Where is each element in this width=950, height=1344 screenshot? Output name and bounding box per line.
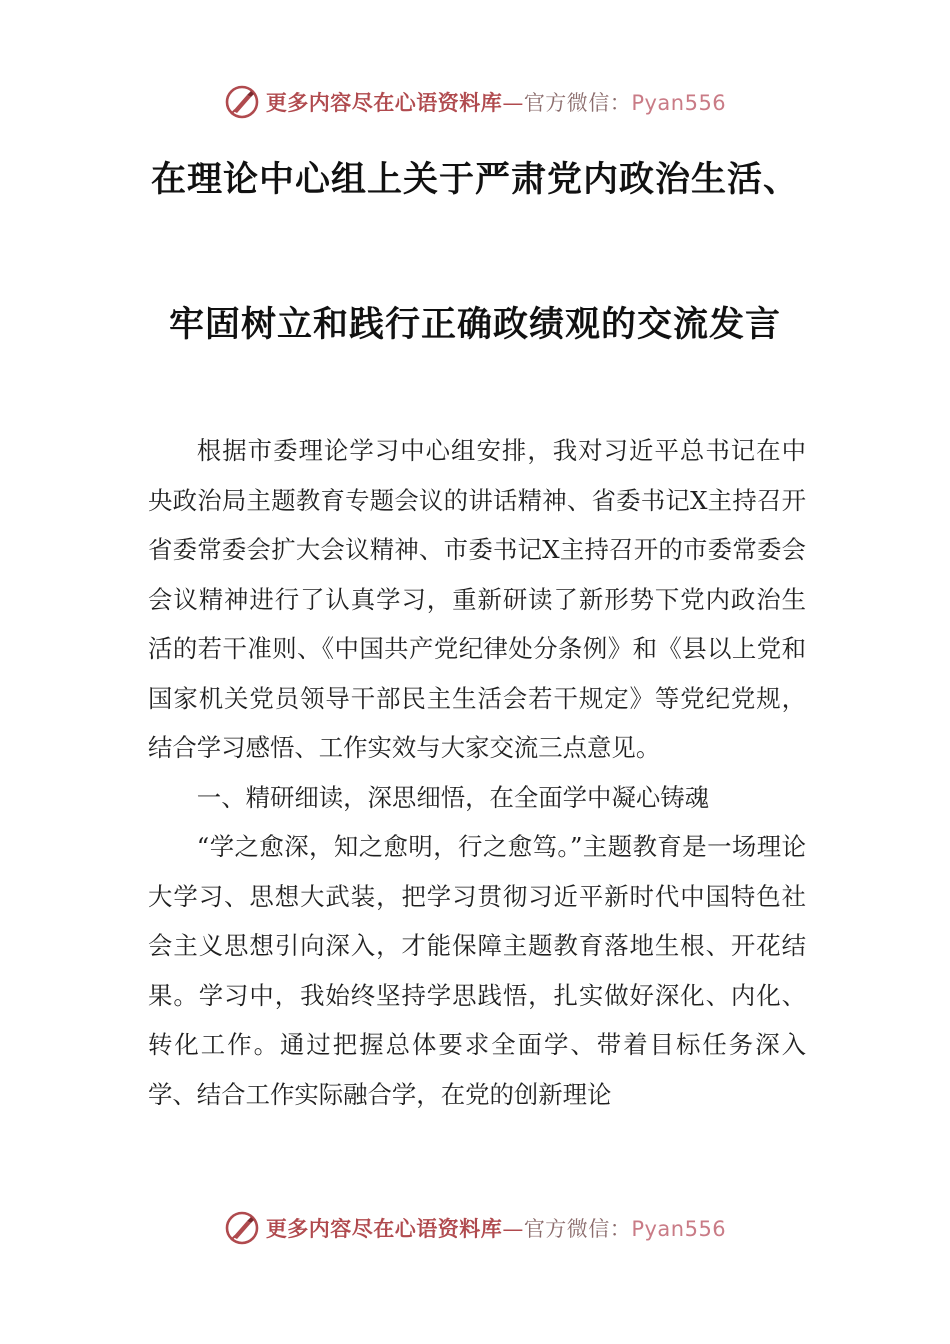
pen-circle-logo-icon bbox=[224, 84, 260, 120]
document-title-line-2: 牢固树立和践行正确政绩观的交流发言 bbox=[168, 305, 781, 345]
watermark-dash: — bbox=[502, 1217, 524, 1241]
watermark-mid: 官方微信： bbox=[523, 91, 632, 115]
watermark-text bbox=[266, 1213, 726, 1243]
watermark-mid: 官方微信： bbox=[523, 1217, 632, 1241]
footer-watermark-banner bbox=[0, 1208, 950, 1248]
pen-circle-logo-icon bbox=[224, 1210, 260, 1246]
document-body bbox=[148, 426, 806, 1119]
paragraph-section-1: “学之愈深，知之愈明，行之愈笃。”主题教育是一场理论大学习、思想大武装，把学习贯彻习近平新时代中国特色社会主义思想引向深入，才能保障主题教育落地生根、开花结果。学习中，我始终坚持学思践悟，扎实做好深化、内化、转化工作。通过把握总体要求全面学、带着目标任务深入学、结合工作实际融合学，在党的创新理论 bbox=[148, 832, 806, 1109]
header-watermark-banner bbox=[0, 82, 950, 122]
paragraph-intro: 根据市委理论学习中心组安排，我对习近平总书记在中央政治局主题教育专题会议的讲话精神、省委书记X主持召开省委常委会扩大会议精神、市委书记X主持召开的市委常委会会议精神进行了认真学习，重新研读了新形势下党内政治生活的若干准则、《中国共产党纪律处分条例》和《县以上党和国家机关党员领导干部民主生活会若干规定》等党纪党规，结合学习感悟、工作实效与大家交流三点意见。 bbox=[148, 436, 806, 762]
watermark-lead: 更多内容尽在心语资料库 bbox=[265, 1216, 503, 1241]
document-title-line-1: 在理论中心组上关于严肃党内政治生活、 bbox=[150, 160, 799, 200]
section-heading-1: 一、精研细读，深思细悟，在全面学中凝心铸魂 bbox=[196, 782, 710, 812]
watermark-text bbox=[266, 87, 726, 117]
watermark-wechat-id: Pyan556 bbox=[631, 91, 727, 115]
watermark-dash: — bbox=[502, 91, 524, 115]
watermark-wechat-id: Pyan556 bbox=[631, 1217, 727, 1241]
watermark-lead: 更多内容尽在心语资料库 bbox=[265, 90, 503, 115]
